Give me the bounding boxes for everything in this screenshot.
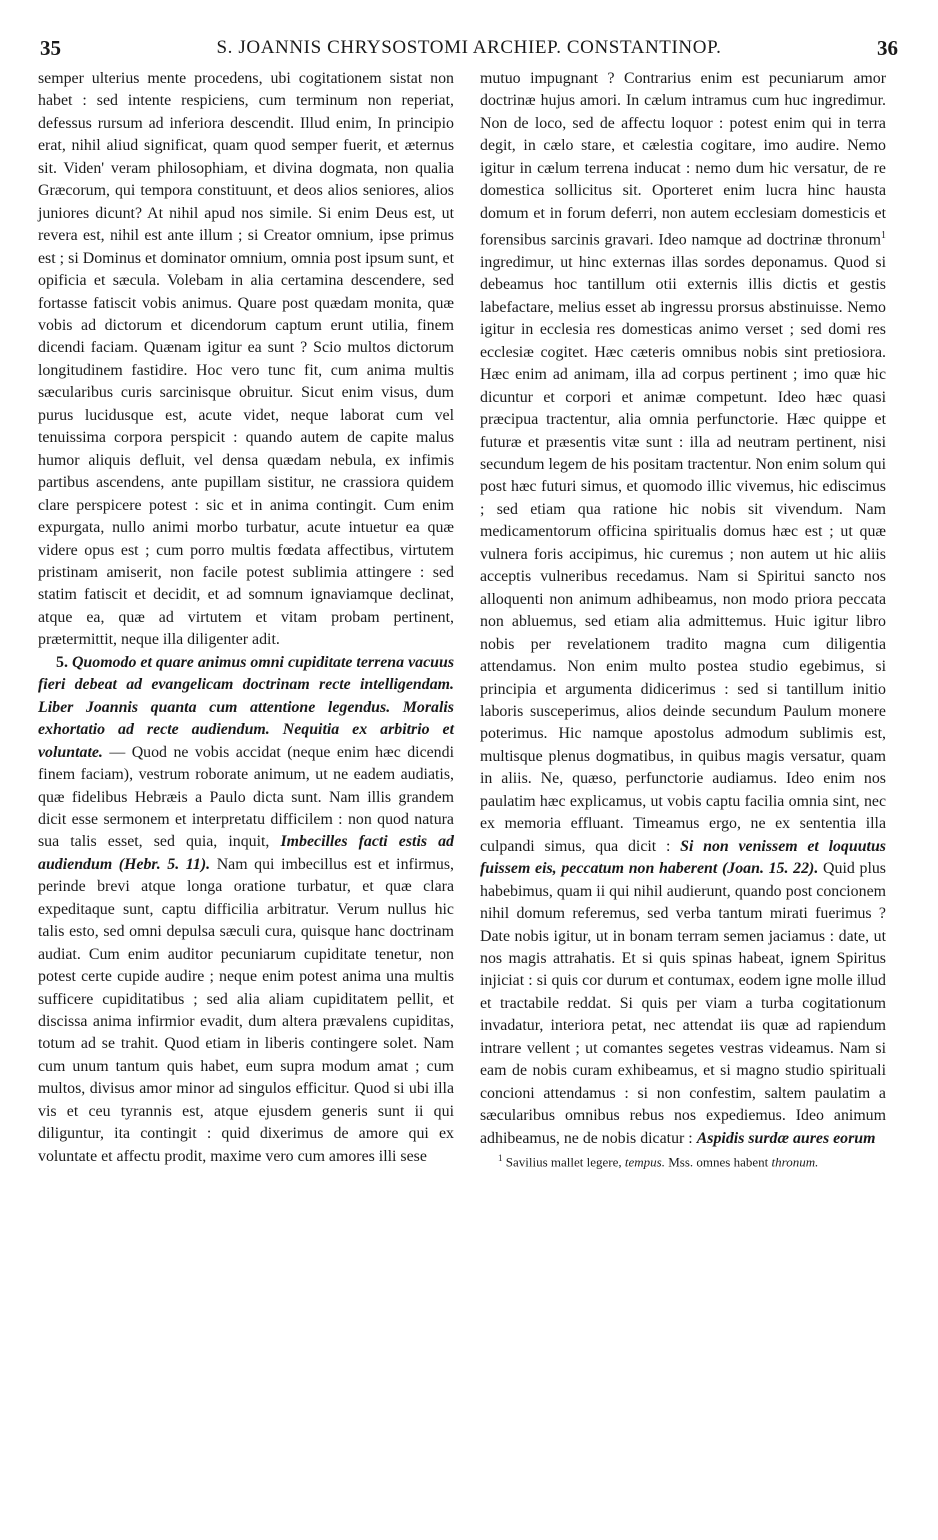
right-column [480,68,886,1170]
section-text-continued: Nam qui imbecillus est et infirmus, perinde brevi atque longa oratione turbatur, et quæ clara expeditaque sunt, captu difficilia arbitratur. Verum nullus hic talis esto, sed omni depulsa sæculi cura, quisque hanc doctrinam audiat. Cum enim auditor pecuniarum cupiditate tenetur, non potest certe cupide audire ; neque enim potest anima una multis sufficere cupiditatibus ; sed alia aliam cupiditatem pellit, et discissa anima infirmior evadit, dum altera prævalens cupiditas, totum ad se trahit. Quod etiam in liberis contingere solet. Nam cum unum tantum quis habet, eum supra modum amat ; cum multos, divisus amor minor ad singulos efficitur. Quod si ubi illa vis et ceu tyrannis est, atque ejusdem generis sunt ii qui diliguntur, ita contingit : quid dixerimus de amore qui ex voluntate et affectu prodit, maxime vero cum amores illi sese [38,855,454,1165]
section-number: 5. [56,653,68,671]
section-text: — Quod ne vobis accidat (neque enim hæc dicendi finem faciam), vestrum roborate animum, ut ne eadem audiatis, quæ fidelibus Hebræis a Paulo dicta sunt. Nam illis grandem dicit esse sermonem et interpretatu difficilem : non quod natura sua talis esset, sed quia, inquit, [38,743,454,851]
scripture-quote-2: Aspidis surdæ aures eorum [696,1129,876,1147]
footnote-reference: 1 [881,230,886,242]
page-number-right: 36 [877,36,898,60]
paragraph-text-end: Quid plus habebimus, quam ii qui nihil audierunt, quando post concionem nihil domum referemus, sed verba tantum mirati fuerimus ? Date nobis igitur, ut in bonam terram semen jaciamus : date, ut nos magis attrahatis. Et si quis spinas habeat, ignem Spiritus injiciat : si quis cor durum et contumax, eodem igne molle illud et tractabile reddat. Si quis per viam a turba cogitationum invadatur, interiora petat, nec attendat iis quæ ad rapiendum intrare vellent ; ut comantes segetes vestras videamus. Nam si eam de nobis curam exhibeamus, et si magno studio spirituali concioni attendamus : si non confestim, saltem paulatim a sæcularibus omnibus rebus nos expediemus. Ideo animum adhibeamus, ne de nobis dicatur : [480,860,886,1147]
footnote-mark: 1 [498,1153,503,1164]
running-title: S. JOANNIS CHRYSOSTOMI ARCHIEP. CONSTANTINOP. [216,37,722,58]
paragraph [480,68,886,1150]
paragraph-text-continued: ingredimur, ut hinc externas illas sordes deponamus. Quod si debeamus hoc tantillum otii externis illis dictis et gestis labefactare, melius esset ab ingressu prorsus abstinuisse. Nemo igitur in ecclesia res domesticas animo verset ; sed domi res ecclesiæ cogitet. Hæc cæteris omnibus nobis sint pretiosiora. Hæc enim ad animam, illa ad corpus pertinent ; imo quæ hic dicuntur et corpori et animæ competunt. Ideo hæc quasi præcipua tractentur, alia omnia perfunctorie. Hæc quippe et futuræ et præsentis vitæ sunt : illa ad neutram pertinent, nisi secundum legem de his positam tractentur. Non enim solum qui post hæc futuri simus, et quomodo illic vivemus, hic ediscimus ; sed etiam qua ratione hic nobis sit vivendum. Nam medicamentorum officina spiritualis domus hæc est ; ut quæ vulnera foris accipimus, hic curemus ; non autem ut hic aliis acceptis vulneribus recedamus. Nam si Spiritui sancto nos alloquenti non animum adhibeamus, non modo priora peccata non abluemus, sed etiam alia admittemus. Huic igitur libro nobis per revelationem tradito magna cum diligentia attendamus. Non enim multo postea studio egebimus, si principia et argumenta didicerimus : sed si tantillum initio laboris susceperimus, alios deinde secundum Paulum monere poterimus. Hic namque apostolus admodum sublimis est, multisque plenus dogmatibus, in quibus magis versatur, quam in aliis. Ne, quæso, perfunctorie audiamus. Ideo enim nos paulatim hæc explicamus, ut vobis captu facilia omnia sint, nec ex memoria effluant. Timeamus ergo, ne ex sententia illa culpandi simus, qua dicit : [480,253,886,855]
footnote-text-2: Mss. omnes habent [664,1154,772,1170]
running-header [30,36,908,62]
paragraph: semper ulterius mente procedens, ubi cogitationem sistat non habet : sed intente respiciens, cum terminum non reperiat, defessus rursum ad inferiora descendit. Illud enim, In principio erat, nihil aliud significat, quam quod semper fuerit, et æternus sit. Viden' veram philosophiam, et divina dogmata, non qualia Græcorum, qui tempora constituunt, et deos alios seniores, alios juniores dicunt? At nihil apud nos simile. Si enim Deus est, ut revera est, nihil est ante illum ; si Creator omnium, ipse primus est ; si Dominus et dominator omnium, omnia post ipsum sunt, et opificia et sæcula. Volebam in alia certamina descendere, sed fortasse fatiscit vobis animus. Quare post quædam monita, quæ vobis ad dictorum et dicendorum captum erunt utilia, finem dicendi faciam. Quænam igitur ea sunt ? Scio multos dictorum longitudinem fastidire. Hoc vero tunc fit, cum anima multis sæcularibus curis sarcinisque obruitur. Sicut enim visus, dum purus lucidusque est, acute videt, neque laborat cum vel tenuissima corpora perspicit : quando autem de capite malus humor aliquis defluit, vel densa quædam nebula, ex infimis partibus ascendens, ante pupillam sistitur, ne crassiora quidem clare perspicere potest : sic et in anima contingit. Cum enim expurgata, nullo animi morbo turbatur, acute intuetur ea quæ videre opus est ; cum porro multis fœdata affectibus, virtutem pristinam amiserit, non facile potest sublimia attingere : sed statim fatiscit et decidit, et ad somnum ignaviamque declinat, atque ea, quæ ad virtutem et vitam probam pertinent, prætermittit, neque illa diligenter adit. [38,70,454,649]
footnote-text: Savilius mallet legere, [502,1154,625,1170]
scripture-quote: Si non venissem et loquutus fuissem eis, peccatum non haberent (Joan. 15. 22). [480,837,886,878]
section-summary: Quomodo et quare animus omni cupiditate terrena vacuus fieri debeat ad evangelicam doctrinam recte intelligendam. Liber Joannis quanta cum attentione legendus. Moralis exhortatio ad recte audiendum. Nequitia ex arbitrio et voluntate. [38,653,454,761]
page-number-left: 35 [40,36,61,60]
footnote-italic: tempus. [624,1154,665,1170]
section-paragraph [38,652,454,1168]
footnote-italic-2: thronum. [771,1154,819,1170]
footnote [480,1150,886,1170]
scripture-quote: Imbecilles facti estis ad audiendum (Hebr. 5. 11). [38,833,454,873]
paragraph-text: mutuo impugnant ? Contrarius enim est pecuniarum amor doctrinæ hujus amori. In cælum intramus cum huc ingredimur. Non de loco, sed de affectu loquor : potest enim qui in terra degit, in cælo stare, et cælestia cogitare, imo audire. Nemo igitur in cælum terrena inducat : nemo dum hic versatur, de re domestica sollicitus sit. Oporteret enim lucra hinc hausta domum et in forum deferri, non autem ecclesiam domesticis et forensibus sarcinis gravari. Ideo namque ad doctrinæ thronum [480,70,886,249]
left-column [38,68,454,1168]
